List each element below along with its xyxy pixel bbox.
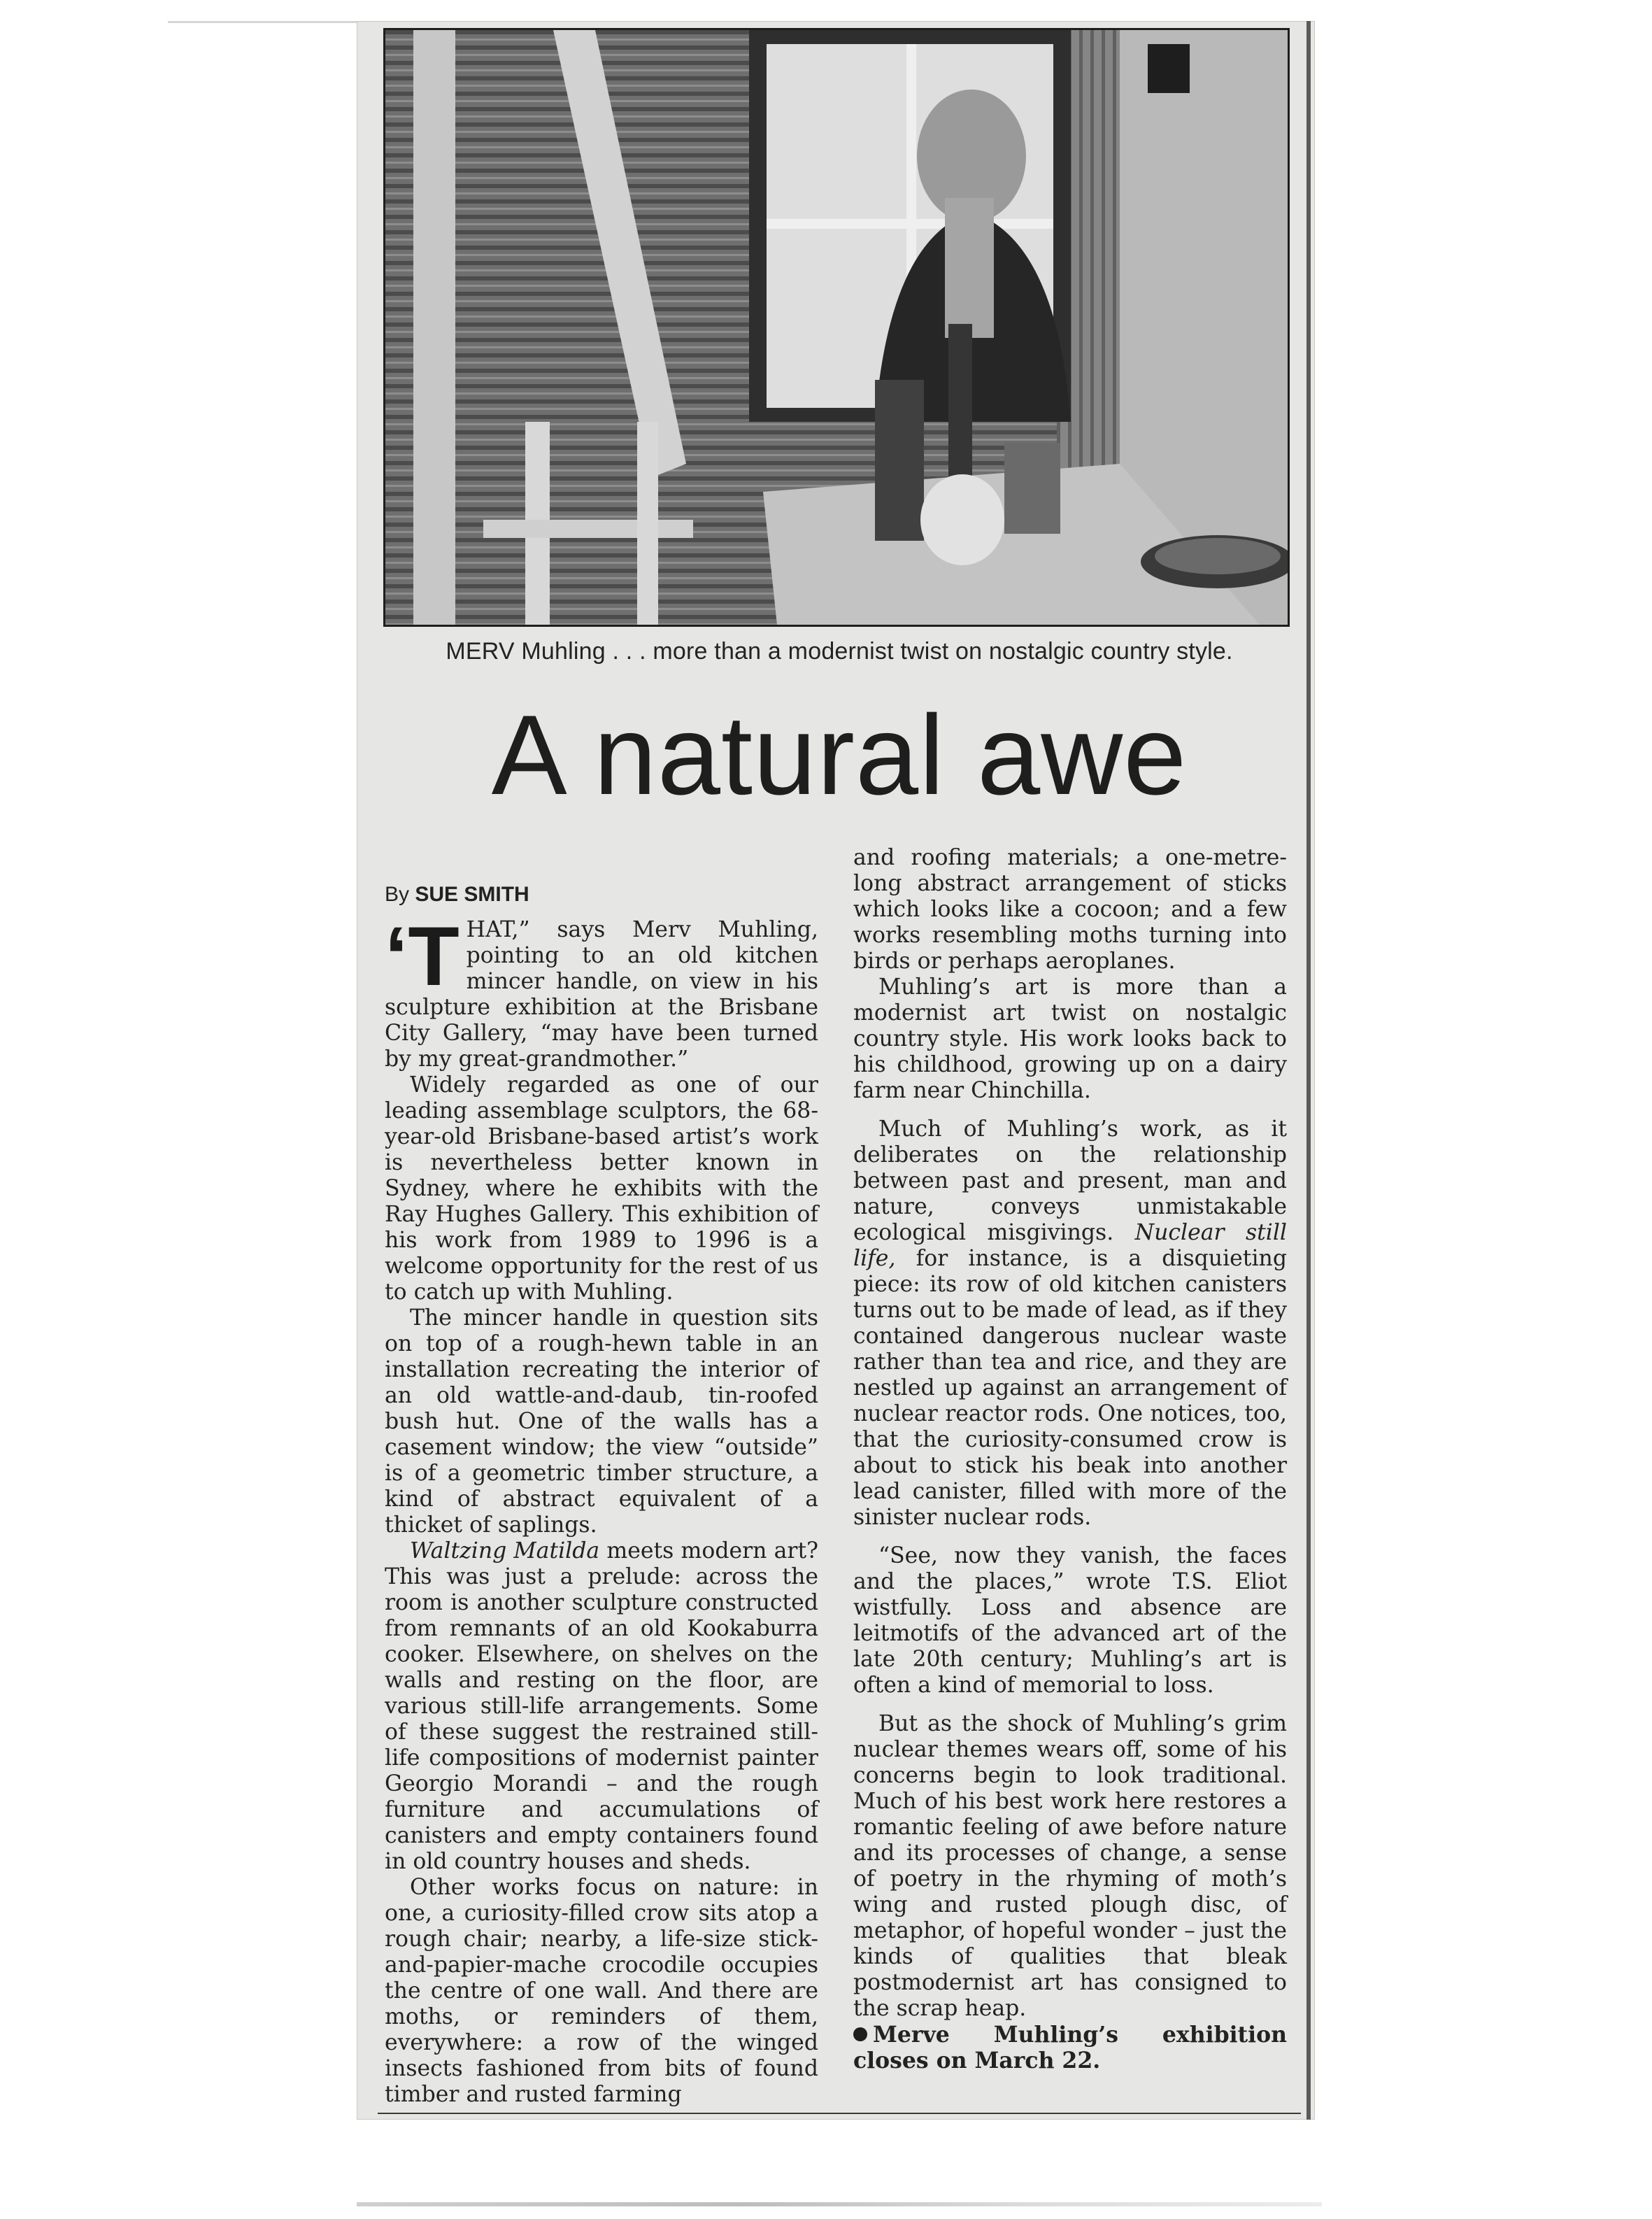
paragraph-3: The mincer handle in question sits on top of a rough-hewn table in an installation recreating the interior of an old wattle-and-daub, tin-roofed bush hut. One of the walls has a casement window; the view “outside” is of a geometric timber structure, a kind of abstract equivalent of a thicket of saplings. — [385, 1305, 818, 1538]
paragraph-5-continued: and roofing materials; a one-metre-long abstract arrangement of sticks which looks like a cocoon; and a few works resembling moths turning into birds or perhaps aeroplanes. — [853, 845, 1287, 974]
newspaper-clipping — [357, 21, 1315, 2120]
paragraph-9: But as the shock of Muhling’s grim nuclear themes wears off, some of his concerns begin to look traditional. Much of his best work here restores a romantic feeling of awe before nature and its processes of change, a sense of poetry in the rhyming of moth’s wing and rusted plough disc, of metaphor, of hopeful wonder – just the kinds of qualities that bleak postmodernist art has consigned to the scrap heap. — [853, 1711, 1287, 2021]
paragraph-lead — [385, 909, 818, 1072]
article-photo — [383, 28, 1290, 627]
photo-illustration — [385, 30, 1288, 625]
article-column-right — [853, 845, 1287, 2073]
paragraph-4 — [385, 1538, 818, 1875]
paragraph-5: Other works focus on nature: in one, a curiosity-filled crow sits atop a rough chair; nearby, a life-size stick-and-papier-mache crocodile occupies the centre of one wall. And there are moths, or reminders of them, everywhere: a row of the winged insects fashioned from bits of found timber and rusted farming — [385, 1875, 818, 2107]
paragraph-7-b: for instance, is a disquieting piece: its row of old kitchen canisters turns out to be made of lead, as if they contained dangerous nuclear waste rather than tea and rice, and they are nestled up against an arrangement of nuclear reactor rods. One notices, too, that the curiosity-consumed crow is about to stick his beak into another lead canister, filled with more of the sinister nuclear rods. — [853, 1246, 1287, 1530]
article-headline: A natural awe — [491, 692, 1188, 818]
article-column-left — [385, 853, 818, 2108]
photo-caption: MERV Muhling . . . more than a modernist twist on nostalgic country style. — [446, 638, 1233, 665]
paragraph-7-a: Much of Muhling’s work, as it deliberates on the relationship between past and present, man and nature, conveys unmistakable ecological misgivings. — [853, 1116, 1287, 1245]
paragraph-2: Widely regarded as one of our leading assemblage sculptors, the 68-year-old Brisbane-based artist’s work is nevertheless better known in Sydney, where he exhibits with the Ray Hughes Gallery. This exhibition of his work from 1989 to 1996 is a welcome opportunity for the rest of us to catch up with Muhling. — [385, 1072, 818, 1305]
paragraph-4-text: meets modern art? This was just a prelude: across the room is another sculpture constructed from remnants of an old Kookaburra cooker. Elsewhere, on shelves on the walls and resting on the floor, are various still-life arrangements. Some of these suggest the restrained still-life compositions of modernist painter Georgio Morandi – and the rough furniture and accumulations of canisters and empty containers found in old country houses and sheds. — [385, 1538, 819, 1874]
byline-author: SUE SMITH — [415, 883, 529, 906]
exhibition-note — [853, 2022, 1287, 2073]
paragraph-6: Muhling’s art is more than a modernist art twist on nostalgic country style. His work looks back to his childhood, growing up on a dairy farm near Chinchilla. — [853, 974, 1287, 1103]
paragraph-7 — [853, 1116, 1287, 1531]
exhibition-note-text: Merve Muhling’s exhibition closes on March 22. — [853, 2022, 1287, 2073]
title-nuclear-still-life: Nuclear still life, — [853, 1220, 1287, 1271]
clipping-edge-shadow — [1306, 21, 1311, 2120]
paragraph-1: HAT,” says Merv Muhling, pointing to an old kitchen mincer handle, on view in his sculpture exhibition at the Brisbane City Gallery, “may have been turned by my great-grandmother.” — [385, 917, 818, 1072]
paragraph-8: “See, now they vanish, the faces and the places,” wrote T.S. Eliot wistfully. Loss and absence are leitmotifs of the advanced art of the late 20th century; Muhling’s art is often a kind of memorial to loss. — [853, 1543, 1287, 1698]
byline — [385, 881, 818, 907]
byline-prefix: By — [385, 883, 410, 906]
title-waltzing-matilda: Waltzing Matilda — [410, 1538, 600, 1564]
scan-edge-bottom — [357, 2202, 1322, 2206]
drop-cap: ‘T — [385, 909, 460, 1003]
bottom-rule — [378, 2113, 1301, 2114]
bullet-icon — [853, 2027, 867, 2041]
